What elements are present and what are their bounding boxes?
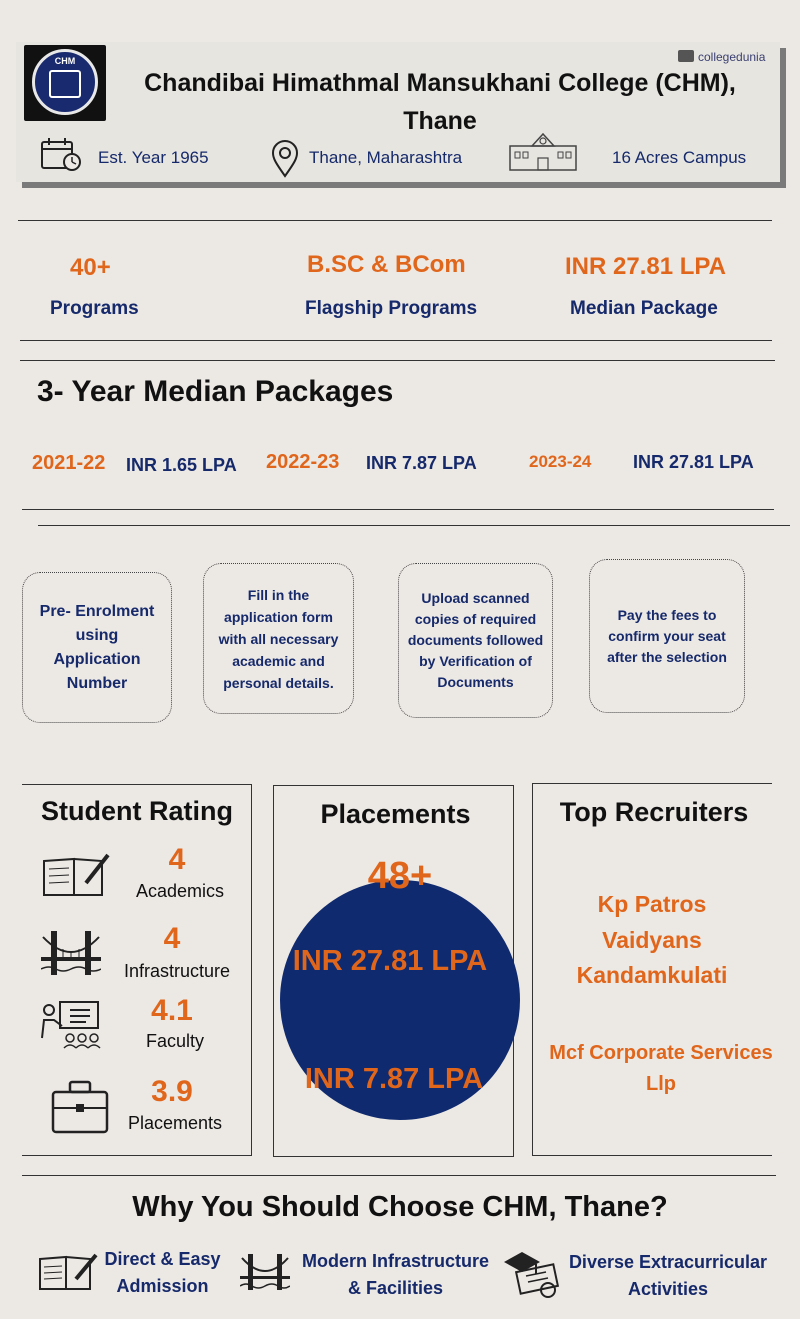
admission-step-1: Pre- Enrolment using Application Number (22, 572, 172, 723)
graduation-certificate-icon (502, 1248, 562, 1300)
college-name: Chandibai Himathmal Mansukhani College (CHM), Thane (144, 69, 736, 135)
rating-placements-label: Placements (127, 1113, 223, 1133)
student-rating-title: Student Rating (41, 796, 233, 826)
established-year: Est. Year 1965 (98, 148, 209, 167)
admission-step-2: Fill in the application form with all necessary academic and personal details. (203, 563, 354, 714)
campus-size: 16 Acres Campus (612, 148, 747, 167)
rating-faculty-value: 4.1 (151, 994, 193, 1027)
flagship-programs-label: Flagship Programs (305, 298, 478, 319)
median-package-value: INR 27.81 LPA (565, 253, 726, 280)
recruiter-name: Kp Patros (597, 891, 707, 917)
programs-label: Programs (50, 298, 139, 319)
median-package-label: Median Package (570, 298, 718, 319)
year-2022-23: 2022-23 (266, 451, 340, 473)
rating-infrastructure-label: Infrastructure (123, 961, 231, 981)
placements-title: Placements (320, 799, 471, 829)
admission-step-3: Upload scanned copies of required documents followed by Verification of Documents (398, 563, 553, 718)
book-icon (42, 853, 112, 899)
placements-count: 48+ (367, 855, 433, 897)
divider (20, 340, 772, 341)
recruiter-name: Mcf Corporate Services Llp (549, 1042, 773, 1095)
rating-academics-value: 4 (168, 843, 186, 876)
rating-infrastructure-value: 4 (163, 922, 181, 955)
cap-icon (678, 50, 694, 62)
rating-academics-label: Academics (135, 881, 225, 901)
flagship-programs-value: B.SC & BCom (307, 251, 466, 278)
college-logo (24, 45, 106, 121)
collegedunia-brand[interactable] (678, 50, 765, 64)
package-2023-24: INR 27.81 LPA (633, 452, 754, 472)
briefcase-icon (50, 1078, 110, 1136)
why-extracurricular: Diverse Extracurricular Activities (568, 1252, 768, 1299)
package-2021-22: INR 1.65 LPA (126, 455, 237, 475)
divider (20, 360, 775, 361)
top-recruiters-title: Top Recruiters (559, 797, 749, 827)
brand-name: collegedunia (698, 50, 766, 64)
rating-placements-value: 3.9 (151, 1075, 193, 1108)
book-icon (38, 1253, 98, 1293)
placements-highest-package: INR 27.81 LPA (292, 945, 488, 977)
placements-average-package: INR 7.87 LPA (304, 1063, 484, 1095)
programs-count: 40+ (70, 254, 111, 281)
bridge-icon (41, 927, 101, 977)
rating-faculty-label: Faculty (145, 1031, 205, 1051)
location: Thane, Maharashtra (309, 148, 463, 167)
teacher-icon (40, 998, 104, 1050)
calendar-icon (40, 136, 82, 172)
logo-text: CHM (54, 56, 76, 66)
location-pin-icon (270, 140, 300, 178)
package-2022-23: INR 7.87 LPA (366, 453, 477, 473)
median-packages-title: 3- Year Median Packages (37, 375, 394, 408)
divider (22, 1175, 776, 1176)
divider (22, 509, 774, 510)
admission-step-4: Pay the fees to confirm your seat after the selection (589, 559, 745, 713)
bridge-icon (240, 1250, 290, 1292)
divider (38, 525, 790, 526)
divider (18, 220, 772, 221)
recruiter-name: Kandamkulati (576, 962, 728, 988)
why-modern-infrastructure: Modern Infrastructure & Facilities (301, 1251, 490, 1298)
year-2023-24: 2023-24 (529, 452, 592, 471)
recruiter-name: Vaidyans (602, 927, 702, 953)
year-2021-22: 2021-22 (32, 452, 106, 474)
campus-building-icon (508, 130, 578, 172)
why-direct-admission: Direct & Easy Admission (104, 1249, 221, 1296)
why-choose-title: Why You Should Choose CHM, Thane? (132, 1191, 668, 1223)
